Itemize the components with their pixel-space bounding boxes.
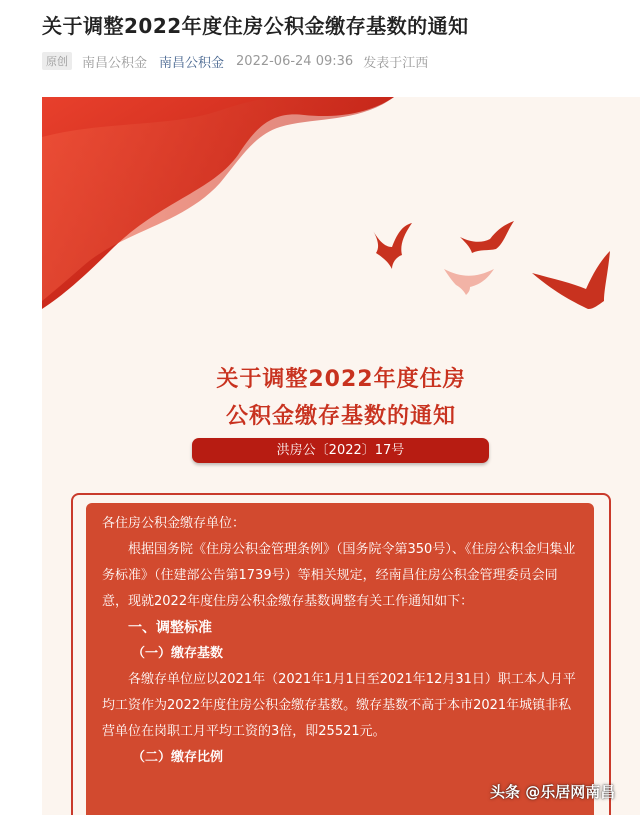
subsection-heading-2: （二）缴存比例 <box>132 750 224 765</box>
publish-location: 发表于江西 <box>363 55 429 71</box>
document-number-banner: 洪房公〔2022〕17号 <box>192 438 489 463</box>
dove-icon-4 <box>532 251 610 309</box>
toutiao-watermark: 头条 @乐居网南昌 <box>490 783 616 801</box>
dove-icon-1 <box>372 223 412 269</box>
article-meta <box>42 51 428 71</box>
publish-datetime: 2022-06-24 09:36 <box>236 53 354 69</box>
original-badge: 原创 <box>42 52 72 70</box>
poster-title-line2: 公积金缴存基数的通知 <box>225 404 456 429</box>
dove-icon-2 <box>460 221 514 253</box>
notice-poster-image <box>42 97 640 815</box>
poster-title-line1: 关于调整2022年度住房 <box>216 367 466 392</box>
author-link[interactable]: 南昌公积金 <box>159 55 225 71</box>
notice-body <box>86 503 594 815</box>
dove-icon-3 <box>444 269 494 295</box>
article-title: 关于调整2022年度住房公积金缴存基数的通知 <box>42 14 469 38</box>
section-heading-1: 一、调整标准 <box>128 620 212 636</box>
source-name: 南昌公积金 <box>82 55 148 71</box>
salutation: 各住房公积金缴存单位： <box>102 516 246 531</box>
intro-paragraph: 根据国务院《住房公积金管理条例》（国务院令第350号）、《住房公积金归集业务标准》（住建部公告第1739号）等相关规定，经南昌住房公积金管理委员会同意，现就2022年度住房公积金缴存基数调整有关工作通知如下： <box>102 542 576 609</box>
subsection-1-paragraph: 各缴存单位应以2021年（2021年1月1日至2021年12月31日）职工本人月平均工资作为2022年度住房公积金缴存基数。缴存基数不高于本市2021年城镇非私营单位在岗职工月平均工资的3倍，即25521元。 <box>102 672 576 739</box>
subsection-heading-1: （一）缴存基数 <box>132 646 224 661</box>
